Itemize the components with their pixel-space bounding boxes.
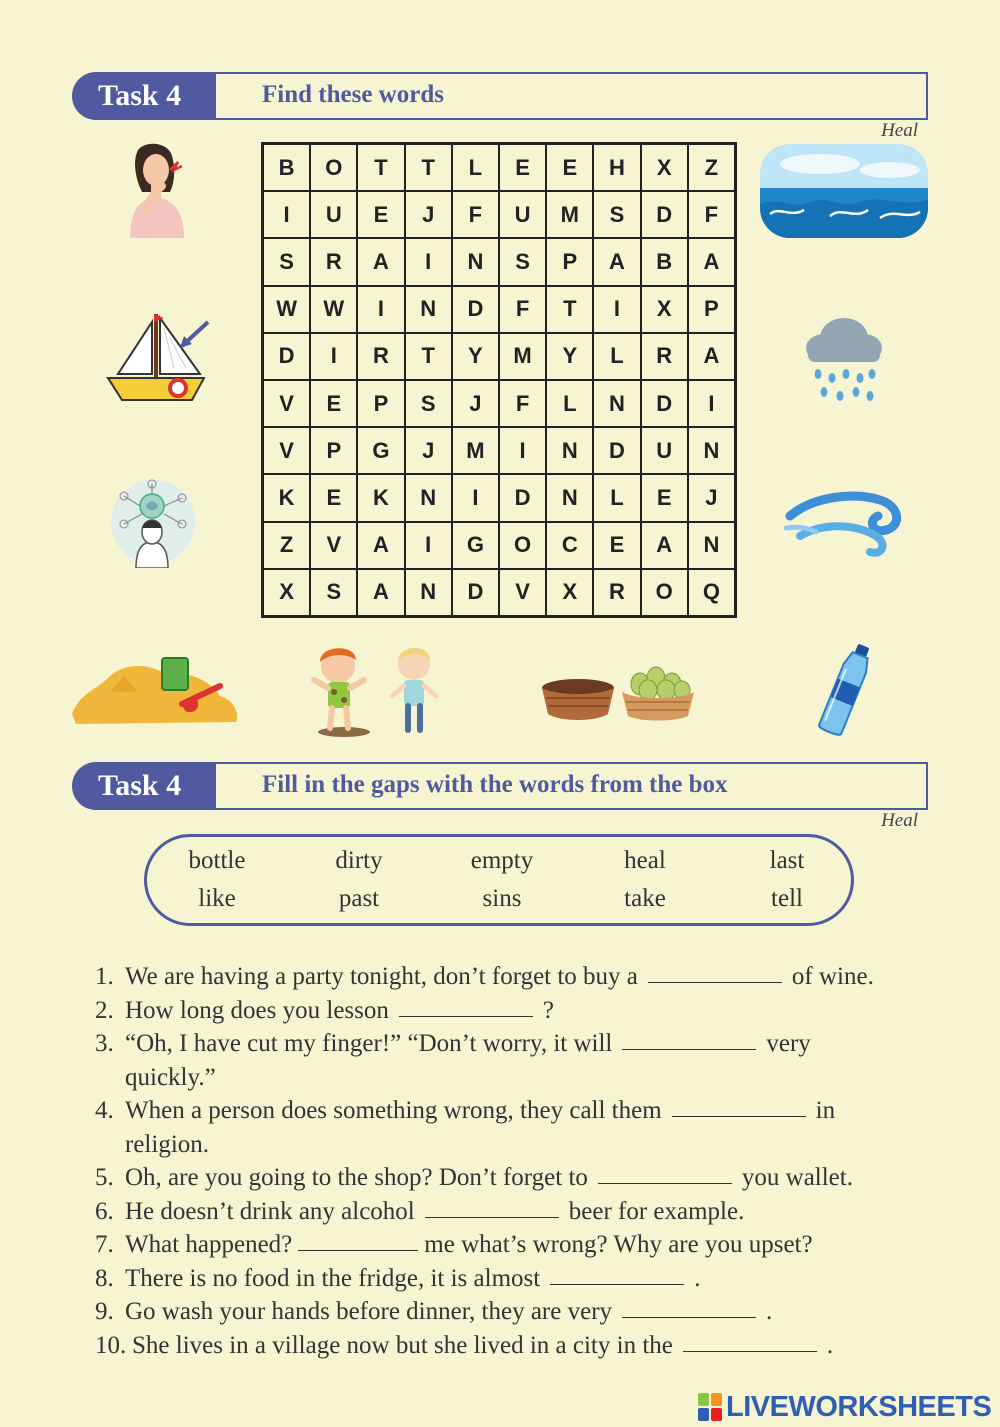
sentences-list (95, 960, 935, 1362)
word-box (144, 834, 854, 926)
grid-cell[interactable]: C (546, 522, 593, 569)
grid-cell[interactable]: U (641, 427, 688, 474)
sentence-number: 10. (95, 1331, 127, 1359)
sentence-number: 5. (95, 1164, 114, 1191)
grid-cell[interactable]: M (546, 191, 593, 238)
grid-cell[interactable]: L (593, 333, 640, 380)
sentence-text: “Oh, I have cut my finger!” “Don’t worry, it will (125, 1030, 613, 1057)
grid-cell[interactable]: W (310, 286, 357, 333)
sentence-number: 1. (95, 963, 114, 990)
grid-cell[interactable]: I (310, 333, 357, 380)
task1-label: Task 4 (72, 72, 216, 120)
word-empty: empty (470, 847, 534, 874)
grid-cell[interactable]: B (263, 144, 310, 191)
sailboat-picture (104, 308, 212, 408)
grid-cell[interactable]: K (357, 474, 404, 521)
grid-cell[interactable]: E (499, 144, 546, 191)
task2-header (72, 762, 928, 808)
sentence-text: How long does you lesson (125, 996, 389, 1024)
sentence-text: you wallet. (741, 1164, 853, 1191)
grid-cell[interactable]: N (546, 474, 593, 521)
task2-title: Fill in the gaps with the words from the box (262, 771, 728, 798)
grid-cell[interactable]: O (641, 569, 688, 616)
sentence-text: We are having a party tonight, don’t forget to buy a (125, 963, 638, 990)
grid-cell[interactable]: N (546, 427, 593, 474)
word-search-grid (261, 142, 737, 618)
grid-cell[interactable]: E (641, 474, 688, 521)
grid-cell[interactable]: N (688, 427, 735, 474)
sentence-text: She lives in a village now but she lived in a city in the (132, 1331, 673, 1359)
grid-cell[interactable]: O (310, 144, 357, 191)
grid-cell[interactable]: F (499, 380, 546, 427)
grid-cell[interactable]: V (263, 380, 310, 427)
answer-gap-4[interactable] (672, 1094, 806, 1117)
grid-cell[interactable]: T (405, 144, 452, 191)
logo-text: LIVEWORKSHEETS (726, 1390, 992, 1423)
grid-cell[interactable]: X (641, 144, 688, 191)
grid-cell[interactable]: D (452, 286, 499, 333)
mind-picture (108, 476, 198, 568)
grid-cell[interactable]: I (593, 286, 640, 333)
logo-mark-icon (698, 1393, 722, 1421)
grid-cell[interactable]: L (452, 144, 499, 191)
grid-cell[interactable]: U (310, 191, 357, 238)
grid-cell[interactable]: S (499, 238, 546, 285)
grid-cell[interactable]: N (405, 286, 452, 333)
task2-note: Heal (881, 810, 918, 831)
task1-note: Heal (881, 120, 918, 141)
grid-cell[interactable]: E (546, 144, 593, 191)
sentence-number: 8. (95, 1264, 114, 1292)
sentence-7 (95, 1228, 935, 1262)
wind-picture (784, 486, 908, 560)
answer-gap-5[interactable] (598, 1161, 732, 1184)
sentence-4 (95, 1094, 935, 1128)
grid-cell[interactable]: S (310, 569, 357, 616)
grid-cell[interactable]: M (499, 333, 546, 380)
grid-cell[interactable]: E (593, 522, 640, 569)
answer-gap-8[interactable] (550, 1262, 684, 1285)
sand-picture (70, 652, 240, 726)
grid-cell[interactable]: I (263, 191, 310, 238)
sentence-number: 4. (95, 1097, 114, 1124)
grid-cell[interactable]: N (405, 569, 452, 616)
grid-cell[interactable]: S (593, 191, 640, 238)
grid-cell[interactable]: D (641, 380, 688, 427)
sentence-4-continued (95, 1128, 935, 1162)
water-bottle-picture (816, 642, 874, 738)
grid-cell[interactable]: F (688, 191, 735, 238)
grid-cell[interactable]: V (263, 427, 310, 474)
grid-cell[interactable]: G (452, 522, 499, 569)
sentence-5 (95, 1161, 935, 1195)
answer-gap-7[interactable] (298, 1228, 418, 1251)
baskets-picture (540, 662, 696, 722)
grid-cell[interactable]: D (641, 191, 688, 238)
grid-cell[interactable]: I (452, 474, 499, 521)
grid-cell[interactable]: T (546, 286, 593, 333)
grid-cell[interactable]: Z (263, 522, 310, 569)
grid-cell[interactable]: X (641, 286, 688, 333)
word-bottle: bottle (188, 847, 246, 874)
grid-cell[interactable]: S (263, 238, 310, 285)
sentence-text: . (694, 1264, 701, 1292)
grid-cell[interactable]: E (310, 474, 357, 521)
grid-cell[interactable]: A (357, 238, 404, 285)
sentence-number: 3. (95, 1030, 114, 1057)
grid-cell[interactable]: A (357, 569, 404, 616)
sentence-1 (95, 960, 935, 994)
word-take: take (624, 885, 666, 912)
grid-cell[interactable]: L (546, 380, 593, 427)
sentence-number: 6. (95, 1197, 114, 1225)
grid-cell[interactable]: H (593, 144, 640, 191)
grid-cell[interactable]: D (593, 427, 640, 474)
grid-cell[interactable]: I (357, 286, 404, 333)
sentence-text: me what’s wrong? Why are you upset? (424, 1231, 813, 1258)
sentence-text: religion. (125, 1130, 210, 1158)
dirty-clean-kids-picture (308, 640, 458, 738)
sentence-text: Go wash your hands before dinner, they are very (125, 1298, 613, 1325)
answer-gap-6[interactable] (425, 1195, 559, 1218)
word-heal: heal (624, 847, 666, 874)
grid-cell[interactable]: I (688, 380, 735, 427)
grid-cell[interactable]: A (641, 522, 688, 569)
answer-gap-3[interactable] (622, 1027, 756, 1050)
sentence-text: quickly.” (125, 1063, 216, 1091)
sentence-3-continued (95, 1061, 935, 1095)
grid-cell[interactable]: I (405, 522, 452, 569)
task1-title: Find these words (262, 81, 444, 108)
grid-cell[interactable]: X (546, 569, 593, 616)
grid-cell[interactable]: F (452, 191, 499, 238)
grid-cell[interactable]: B (641, 238, 688, 285)
sentence-text: in (815, 1097, 836, 1124)
grid-cell[interactable]: J (688, 474, 735, 521)
grid-cell[interactable]: E (310, 380, 357, 427)
grid-cell[interactable]: A (688, 238, 735, 285)
grid-cell[interactable]: R (310, 238, 357, 285)
grid-cell[interactable]: D (263, 333, 310, 380)
grid-cell[interactable]: A (357, 522, 404, 569)
grid-cell[interactable]: S (405, 380, 452, 427)
answer-gap-9[interactable] (622, 1295, 756, 1318)
grid-cell[interactable]: T (405, 333, 452, 380)
grid-cell[interactable]: T (357, 144, 404, 191)
sentence-text: What happened? (125, 1231, 293, 1258)
answer-gap-10[interactable] (683, 1329, 817, 1352)
word-like: like (198, 885, 236, 912)
sentence-text: When a person does something wrong, they call them (125, 1097, 662, 1124)
grid-cell[interactable]: Y (452, 333, 499, 380)
grid-cell[interactable]: Z (688, 144, 735, 191)
task1-header (72, 72, 928, 118)
word-dirty: dirty (335, 847, 383, 874)
grid-cell[interactable]: P (546, 238, 593, 285)
grid-cell[interactable]: I (405, 238, 452, 285)
sentence-text: . (766, 1298, 773, 1325)
grid-cell[interactable]: O (499, 522, 546, 569)
grid-cell[interactable]: P (357, 380, 404, 427)
sentence-text: There is no food in the fridge, it is almost (125, 1264, 541, 1292)
grid-cell[interactable]: R (593, 569, 640, 616)
grid-cell[interactable]: A (593, 238, 640, 285)
grid-cell[interactable]: M (452, 427, 499, 474)
answer-gap-2[interactable] (399, 994, 533, 1017)
grid-cell[interactable]: N (688, 522, 735, 569)
sentence-3 (95, 1027, 935, 1061)
grid-cell[interactable]: K (263, 474, 310, 521)
grid-cell[interactable]: J (405, 427, 452, 474)
grid-cell[interactable]: Q (688, 569, 735, 616)
grid-cell[interactable]: A (688, 333, 735, 380)
liveworksheets-logo (698, 1392, 991, 1422)
grid-cell[interactable]: N (405, 474, 452, 521)
grid-cell[interactable]: F (499, 286, 546, 333)
task2-label: Task 4 (72, 762, 216, 810)
grid-cell[interactable]: U (499, 191, 546, 238)
grid-cell[interactable]: N (593, 380, 640, 427)
sentence-6 (95, 1195, 935, 1229)
grid-cell[interactable]: X (263, 569, 310, 616)
sentence-text: very (766, 1030, 811, 1057)
answer-gap-1[interactable] (648, 960, 782, 983)
grid-cell[interactable]: N (452, 238, 499, 285)
grid-cell[interactable]: Y (546, 333, 593, 380)
grid-cell[interactable]: V (310, 522, 357, 569)
sentence-9 (95, 1295, 935, 1329)
sentence-text: . (826, 1331, 834, 1359)
grid-cell[interactable]: J (405, 191, 452, 238)
sentence-10 (95, 1329, 935, 1363)
word-past: past (338, 885, 380, 912)
sentence-number: 2. (95, 996, 114, 1024)
grid-cell[interactable]: J (452, 380, 499, 427)
word-sins: sins (482, 885, 522, 912)
grid-cell[interactable]: E (357, 191, 404, 238)
grid-cell[interactable]: G (357, 427, 404, 474)
word-tell: tell (771, 885, 803, 912)
grid-cell[interactable]: L (593, 474, 640, 521)
sentence-text: Oh, are you going to the shop? Don’t forget to (125, 1164, 588, 1191)
sentence-text: beer for example. (568, 1197, 745, 1225)
grid-cell[interactable]: D (499, 474, 546, 521)
grid-cell[interactable]: P (310, 427, 357, 474)
grid-cell[interactable]: P (688, 286, 735, 333)
word-last: last (769, 847, 805, 874)
grid-cell[interactable]: I (499, 427, 546, 474)
sentence-number: 7. (95, 1231, 114, 1258)
grid-cell[interactable]: R (357, 333, 404, 380)
rain-cloud-picture (802, 308, 886, 406)
grid-cell[interactable]: R (641, 333, 688, 380)
sore-throat-woman-picture (116, 140, 192, 238)
sentence-text: He doesn’t drink any alcohol (125, 1197, 415, 1225)
sentence-number: 9. (95, 1298, 114, 1325)
grid-cell[interactable]: W (263, 286, 310, 333)
sentence-text: of wine. (791, 963, 874, 990)
sentence-8 (95, 1262, 935, 1296)
grid-cell[interactable]: V (499, 569, 546, 616)
grid-cell[interactable]: D (452, 569, 499, 616)
sentence-2 (95, 994, 935, 1028)
ocean-picture (760, 144, 928, 238)
sentence-text: ? (542, 996, 554, 1024)
